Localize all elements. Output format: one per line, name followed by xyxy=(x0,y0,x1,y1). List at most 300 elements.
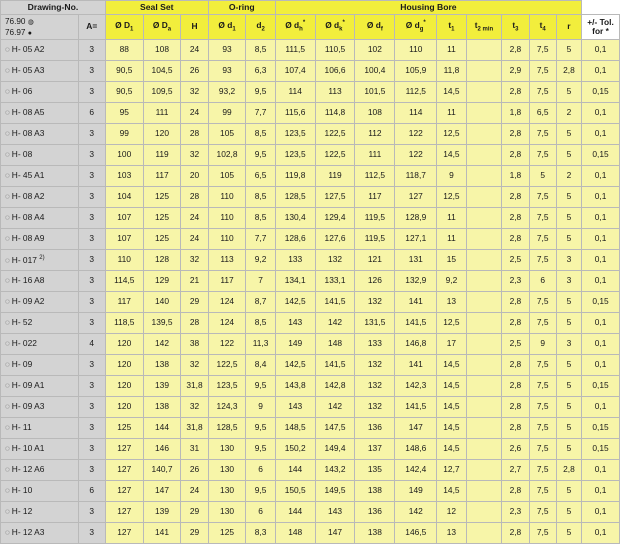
row-t2min xyxy=(466,355,502,376)
row-h: 28 xyxy=(181,124,208,145)
row-d1: 90,5 xyxy=(105,61,143,82)
row-df: 119,5 xyxy=(355,208,395,229)
row-da: 117 xyxy=(143,166,181,187)
table-row[interactable] xyxy=(1,208,620,229)
row-dk: 143,2 xyxy=(315,460,355,481)
row-t1: 14,5 xyxy=(437,145,466,166)
row-dh: 143,8 xyxy=(275,376,315,397)
row-dg: 146,8 xyxy=(395,334,437,355)
row-t2min xyxy=(466,103,502,124)
col-a: A= xyxy=(78,15,105,40)
row-tolerance: 0,1 xyxy=(582,523,620,544)
row-dk: 141,5 xyxy=(315,355,355,376)
row-t4: 7,5 xyxy=(529,481,556,502)
row-h: 26 xyxy=(181,61,208,82)
row-r: 5 xyxy=(556,124,581,145)
row-df: 137 xyxy=(355,439,395,460)
row-t1: 12 xyxy=(437,502,466,523)
drawing-no-line1: 76.90 xyxy=(5,16,26,26)
row-t2min xyxy=(466,397,502,418)
row-tolerance: 0,1 xyxy=(582,460,620,481)
row-dk: 127,6 xyxy=(315,229,355,250)
row-t1: 13 xyxy=(437,292,466,313)
col-d1: Ø $D_1$ xyxy=(105,15,143,40)
row-drawing-no: ◌ H- 08 xyxy=(1,145,79,166)
row-dk: 148 xyxy=(315,334,355,355)
row-dg: 118,7 xyxy=(395,166,437,187)
row-dh: 149 xyxy=(275,334,315,355)
row-drawing-no: ◌ H- 09 A1 xyxy=(1,376,79,397)
o-ring-icon: ◌ xyxy=(5,192,10,202)
row-t4: 7,5 xyxy=(529,187,556,208)
row-dk: 147,5 xyxy=(315,418,355,439)
row-t2min xyxy=(466,439,502,460)
row-d2: 11,3 xyxy=(246,334,275,355)
row-dh: 148 xyxy=(275,523,315,544)
row-a-value: 3 xyxy=(78,187,105,208)
row-tolerance: 0,1 xyxy=(582,229,620,250)
row-t3: 2,6 xyxy=(502,439,529,460)
row-drawing-no: ◌ H- 08 A9 xyxy=(1,229,79,250)
row-dg: 142,4 xyxy=(395,460,437,481)
table-row[interactable] xyxy=(1,313,620,334)
o-ring-icon: ◌ xyxy=(5,276,10,286)
o-ring-icon: ◌ xyxy=(5,171,10,181)
row-t4: 7,5 xyxy=(529,460,556,481)
row-h: 24 xyxy=(181,40,208,61)
row-dk: 147 xyxy=(315,523,355,544)
row-dh: 143 xyxy=(275,397,315,418)
group-blank xyxy=(582,1,620,15)
row-t4: 7,5 xyxy=(529,292,556,313)
row-t4: 6 xyxy=(529,271,556,292)
row-dk: 122,5 xyxy=(315,145,355,166)
o-ring-icon: ◌ xyxy=(5,150,10,160)
row-h: 31 xyxy=(181,439,208,460)
row-t3: 2,8 xyxy=(502,40,529,61)
row-t3: 2,3 xyxy=(502,271,529,292)
row-dh: 144 xyxy=(275,502,315,523)
row-t2min xyxy=(466,82,502,103)
row-dg: 142,3 xyxy=(395,376,437,397)
row-d2: 8,5 xyxy=(246,313,275,334)
row-dk: 132 xyxy=(315,250,355,271)
row-t3: 2,8 xyxy=(502,208,529,229)
row-df: 126 xyxy=(355,271,395,292)
row-drawing-no: ◌ H- 022 xyxy=(1,334,79,355)
row-t4: 7,5 xyxy=(529,376,556,397)
row-dk: 141,5 xyxy=(315,292,355,313)
row-od1: 124 xyxy=(208,313,246,334)
row-da: 142 xyxy=(143,334,181,355)
row-t2min xyxy=(466,334,502,355)
row-d1: 120 xyxy=(105,376,143,397)
row-t2min xyxy=(466,313,502,334)
table-row[interactable] xyxy=(1,229,620,250)
row-da: 128 xyxy=(143,250,181,271)
row-d2: 8,3 xyxy=(246,523,275,544)
row-t3: 2,5 xyxy=(502,334,529,355)
table-row[interactable] xyxy=(1,250,620,271)
row-a-value: 3 xyxy=(78,292,105,313)
row-da: 139 xyxy=(143,376,181,397)
row-od1: 105 xyxy=(208,166,246,187)
row-tolerance: 0,1 xyxy=(582,271,620,292)
table-row[interactable] xyxy=(1,61,620,82)
o-ring-icon: ◌ xyxy=(5,444,10,454)
row-dh: 114 xyxy=(275,82,315,103)
drawing-no-values xyxy=(1,15,79,40)
row-t4: 7,5 xyxy=(529,439,556,460)
row-da: 108 xyxy=(143,40,181,61)
row-t3: 2,8 xyxy=(502,397,529,418)
row-t4: 7,5 xyxy=(529,82,556,103)
row-d2: 9 xyxy=(246,397,275,418)
row-d2: 9,2 xyxy=(246,250,275,271)
row-t1: 9 xyxy=(437,166,466,187)
row-h: 24 xyxy=(181,208,208,229)
row-tolerance: 0,1 xyxy=(582,40,620,61)
row-t4: 7,5 xyxy=(529,523,556,544)
row-t3: 2,9 xyxy=(502,61,529,82)
row-r: 5 xyxy=(556,187,581,208)
row-dg: 146,5 xyxy=(395,523,437,544)
row-h: 32 xyxy=(181,145,208,166)
row-h: 28 xyxy=(181,187,208,208)
row-df: 117 xyxy=(355,187,395,208)
row-dg: 148,6 xyxy=(395,439,437,460)
o-ring-icon: ◌ xyxy=(5,45,10,55)
row-dh: 134,1 xyxy=(275,271,315,292)
row-drawing-no: ◌ H- 05 A3 xyxy=(1,61,79,82)
row-df: 119,5 xyxy=(355,229,395,250)
row-a-value: 4 xyxy=(78,334,105,355)
row-dh: 142,5 xyxy=(275,292,315,313)
col-dg: Ø $d_g^*$ xyxy=(395,15,437,40)
row-dg: 128,9 xyxy=(395,208,437,229)
row-da: 144 xyxy=(143,418,181,439)
row-d2: 7 xyxy=(246,271,275,292)
row-h: 21 xyxy=(181,271,208,292)
row-t3: 2,8 xyxy=(502,523,529,544)
row-r: 5 xyxy=(556,145,581,166)
row-a-value: 3 xyxy=(78,376,105,397)
row-dg: 110 xyxy=(395,40,437,61)
row-dk: 149,5 xyxy=(315,481,355,502)
row-df: 132 xyxy=(355,397,395,418)
row-a-value: 3 xyxy=(78,166,105,187)
row-a-value: 3 xyxy=(78,82,105,103)
o-ring-icon: ◌ xyxy=(5,108,10,118)
row-r: 2 xyxy=(556,166,581,187)
row-drawing-no: ◌ H- 08 A3 xyxy=(1,124,79,145)
table-row[interactable] xyxy=(1,439,620,460)
row-r: 5 xyxy=(556,40,581,61)
row-dh: 148,5 xyxy=(275,418,315,439)
table-row[interactable] xyxy=(1,40,620,61)
row-od1: 102,8 xyxy=(208,145,246,166)
row-d1: 127 xyxy=(105,439,143,460)
table-row[interactable] xyxy=(1,397,620,418)
row-dh: 107,4 xyxy=(275,61,315,82)
row-r: 2 xyxy=(556,103,581,124)
row-dk: 149,4 xyxy=(315,439,355,460)
row-t4: 7,5 xyxy=(529,355,556,376)
row-df: 138 xyxy=(355,523,395,544)
row-t2min xyxy=(466,166,502,187)
bullet-filled-icon: ● xyxy=(27,30,33,37)
row-od1: 93 xyxy=(208,61,246,82)
row-drawing-no: ◌ H- 16 A8 xyxy=(1,271,79,292)
table-row[interactable] xyxy=(1,103,620,124)
row-df: 112,5 xyxy=(355,166,395,187)
row-df: 121 xyxy=(355,250,395,271)
row-r: 5 xyxy=(556,439,581,460)
row-od1: 110 xyxy=(208,229,246,250)
row-h: 24 xyxy=(181,481,208,502)
table-row[interactable] xyxy=(1,481,620,502)
row-drawing-no: ◌ H- 12 A6 xyxy=(1,460,79,481)
row-df: 135 xyxy=(355,460,395,481)
table-row[interactable] xyxy=(1,292,620,313)
row-a-value: 3 xyxy=(78,250,105,271)
row-dh: 133 xyxy=(275,250,315,271)
col-da: Ø $D_a$ xyxy=(143,15,181,40)
row-r: 2,8 xyxy=(556,460,581,481)
row-d2: 9,5 xyxy=(246,418,275,439)
row-t3: 2,8 xyxy=(502,481,529,502)
row-t3: 2,8 xyxy=(502,145,529,166)
row-r: 5 xyxy=(556,523,581,544)
row-h: 31,8 xyxy=(181,418,208,439)
row-t1: 11,8 xyxy=(437,61,466,82)
row-dk: 129,4 xyxy=(315,208,355,229)
row-a-value: 3 xyxy=(78,61,105,82)
row-dk: 143 xyxy=(315,502,355,523)
row-t4: 7,5 xyxy=(529,124,556,145)
row-t3: 2,5 xyxy=(502,250,529,271)
row-dg: 141,5 xyxy=(395,313,437,334)
table-row[interactable] xyxy=(1,355,620,376)
row-drawing-no: ◌ H- 06 xyxy=(1,82,79,103)
row-df: 111 xyxy=(355,145,395,166)
row-dh: 142,5 xyxy=(275,355,315,376)
row-d1: 127 xyxy=(105,481,143,502)
table-row[interactable] xyxy=(1,418,620,439)
table-row[interactable] xyxy=(1,124,620,145)
row-t1: 13 xyxy=(437,523,466,544)
table-row[interactable] xyxy=(1,334,620,355)
row-tolerance: 0,1 xyxy=(582,250,620,271)
group-o-ring: O-ring xyxy=(208,1,275,15)
row-da: 125 xyxy=(143,208,181,229)
row-d2: 6 xyxy=(246,502,275,523)
row-t4: 5 xyxy=(529,166,556,187)
row-dg: 127 xyxy=(395,187,437,208)
row-t2min xyxy=(466,481,502,502)
row-t3: 2,8 xyxy=(502,229,529,250)
row-a-value: 3 xyxy=(78,271,105,292)
row-drawing-no: ◌ H- 09 xyxy=(1,355,79,376)
row-d2: 6 xyxy=(246,460,275,481)
row-od1: 110 xyxy=(208,187,246,208)
row-da: 140 xyxy=(143,292,181,313)
row-h: 32 xyxy=(181,397,208,418)
row-t4: 6,5 xyxy=(529,103,556,124)
header-sub-row xyxy=(1,15,620,40)
row-t4: 7,5 xyxy=(529,145,556,166)
row-od1: 130 xyxy=(208,481,246,502)
row-dh: 111,5 xyxy=(275,40,315,61)
row-d2: 6,3 xyxy=(246,61,275,82)
row-t1: 14,5 xyxy=(437,481,466,502)
col-t4: $t_4$ xyxy=(529,15,556,40)
row-a-value: 3 xyxy=(78,229,105,250)
row-r: 2,8 xyxy=(556,61,581,82)
row-t4: 7,5 xyxy=(529,250,556,271)
row-dh: 123,5 xyxy=(275,124,315,145)
row-d2: 6,5 xyxy=(246,166,275,187)
row-da: 139 xyxy=(143,502,181,523)
row-dk: 133,1 xyxy=(315,271,355,292)
row-dh: 143 xyxy=(275,313,315,334)
row-t2min xyxy=(466,418,502,439)
table-row[interactable] xyxy=(1,82,620,103)
row-df: 112 xyxy=(355,124,395,145)
o-ring-icon: ◌ xyxy=(5,381,10,391)
row-t1: 14,5 xyxy=(437,355,466,376)
row-drawing-no: ◌ H- 10 xyxy=(1,481,79,502)
o-ring-icon: ◌ xyxy=(5,465,10,475)
table-row[interactable] xyxy=(1,460,620,481)
row-tolerance: 0,1 xyxy=(582,334,620,355)
o-ring-icon: ◌ xyxy=(5,129,10,139)
row-t1: 14,5 xyxy=(437,376,466,397)
row-t3: 2,8 xyxy=(502,292,529,313)
row-a-value: 3 xyxy=(78,313,105,334)
row-a-value: 3 xyxy=(78,40,105,61)
row-t2min xyxy=(466,61,502,82)
row-df: 100,4 xyxy=(355,61,395,82)
row-da: 119 xyxy=(143,145,181,166)
row-t1: 9,2 xyxy=(437,271,466,292)
row-t1: 17 xyxy=(437,334,466,355)
row-d1: 107 xyxy=(105,208,143,229)
row-tolerance: 0,1 xyxy=(582,103,620,124)
row-d1: 103 xyxy=(105,166,143,187)
row-dg: 122 xyxy=(395,145,437,166)
row-t1: 12,5 xyxy=(437,124,466,145)
row-tolerance: 0,15 xyxy=(582,292,620,313)
row-d1: 117 xyxy=(105,292,143,313)
row-drawing-no: ◌ H- 10 A1 xyxy=(1,439,79,460)
row-t1: 14,5 xyxy=(437,418,466,439)
o-ring-icon: ◌ xyxy=(5,507,10,517)
o-ring-icon: ◌ xyxy=(5,486,10,496)
row-d1: 107 xyxy=(105,229,143,250)
row-od1: 130 xyxy=(208,502,246,523)
table-row[interactable] xyxy=(1,271,620,292)
row-dh: 130,4 xyxy=(275,208,315,229)
row-a-value: 3 xyxy=(78,397,105,418)
row-drawing-no: ◌ H- 52 xyxy=(1,313,79,334)
row-dh: 150,5 xyxy=(275,481,315,502)
row-da: 125 xyxy=(143,229,181,250)
table-row[interactable] xyxy=(1,145,620,166)
table-row[interactable] xyxy=(1,187,620,208)
o-ring-icon: ◌ xyxy=(5,402,10,412)
row-df: 108 xyxy=(355,103,395,124)
row-dg: 132,9 xyxy=(395,271,437,292)
table-row[interactable] xyxy=(1,376,620,397)
table-row[interactable] xyxy=(1,523,620,544)
col-h: H xyxy=(181,15,208,40)
row-dh: 115,6 xyxy=(275,103,315,124)
row-tolerance: 0,1 xyxy=(582,397,620,418)
o-ring-icon: ◌ xyxy=(5,234,10,244)
row-t3: 2,8 xyxy=(502,187,529,208)
row-dg: 131 xyxy=(395,250,437,271)
row-a-value: 3 xyxy=(78,124,105,145)
row-dg: 142 xyxy=(395,502,437,523)
row-t4: 7,5 xyxy=(529,208,556,229)
o-ring-icon: ◌ xyxy=(5,297,10,307)
row-d1: 110 xyxy=(105,250,143,271)
row-od1: 124 xyxy=(208,292,246,313)
row-t2min xyxy=(466,376,502,397)
table-row[interactable] xyxy=(1,166,620,187)
o-ring-icon: ◌ xyxy=(5,528,10,538)
row-a-value: 3 xyxy=(78,523,105,544)
row-drawing-no: ◌ H- 12 A3 xyxy=(1,523,79,544)
row-t3: 2,7 xyxy=(502,460,529,481)
col-r: r xyxy=(556,15,581,40)
row-t3: 2,8 xyxy=(502,124,529,145)
row-h: 20 xyxy=(181,166,208,187)
row-od1: 130 xyxy=(208,439,246,460)
row-da: 138 xyxy=(143,397,181,418)
row-a-value: 3 xyxy=(78,355,105,376)
row-h: 32 xyxy=(181,355,208,376)
col-od1: Ø $d_1$ xyxy=(208,15,246,40)
row-od1: 130 xyxy=(208,460,246,481)
o-ring-icon: ◌ xyxy=(5,213,10,223)
row-d1: 127 xyxy=(105,502,143,523)
row-d1: 95 xyxy=(105,103,143,124)
row-od1: 128,5 xyxy=(208,418,246,439)
row-od1: 113 xyxy=(208,250,246,271)
row-drawing-no: ◌ H- 45 A1 xyxy=(1,166,79,187)
col-df: Ø $d_f$ xyxy=(355,15,395,40)
row-da: 125 xyxy=(143,187,181,208)
row-dk: 113 xyxy=(315,82,355,103)
row-r: 5 xyxy=(556,229,581,250)
row-d2: 9,5 xyxy=(246,145,275,166)
row-a-value: 6 xyxy=(78,481,105,502)
row-a-value: 3 xyxy=(78,460,105,481)
row-dg: 105,9 xyxy=(395,61,437,82)
row-tolerance: 0,1 xyxy=(582,124,620,145)
o-ring-icon: ◌ xyxy=(5,360,10,370)
row-t3: 2,8 xyxy=(502,82,529,103)
col-dk: Ø $d_k^*$ xyxy=(315,15,355,40)
row-t3: 2,8 xyxy=(502,355,529,376)
row-dg: 127,1 xyxy=(395,229,437,250)
row-dh: 119,8 xyxy=(275,166,315,187)
row-tolerance: 0,15 xyxy=(582,376,620,397)
row-a-value: 3 xyxy=(78,439,105,460)
row-t2min xyxy=(466,229,502,250)
